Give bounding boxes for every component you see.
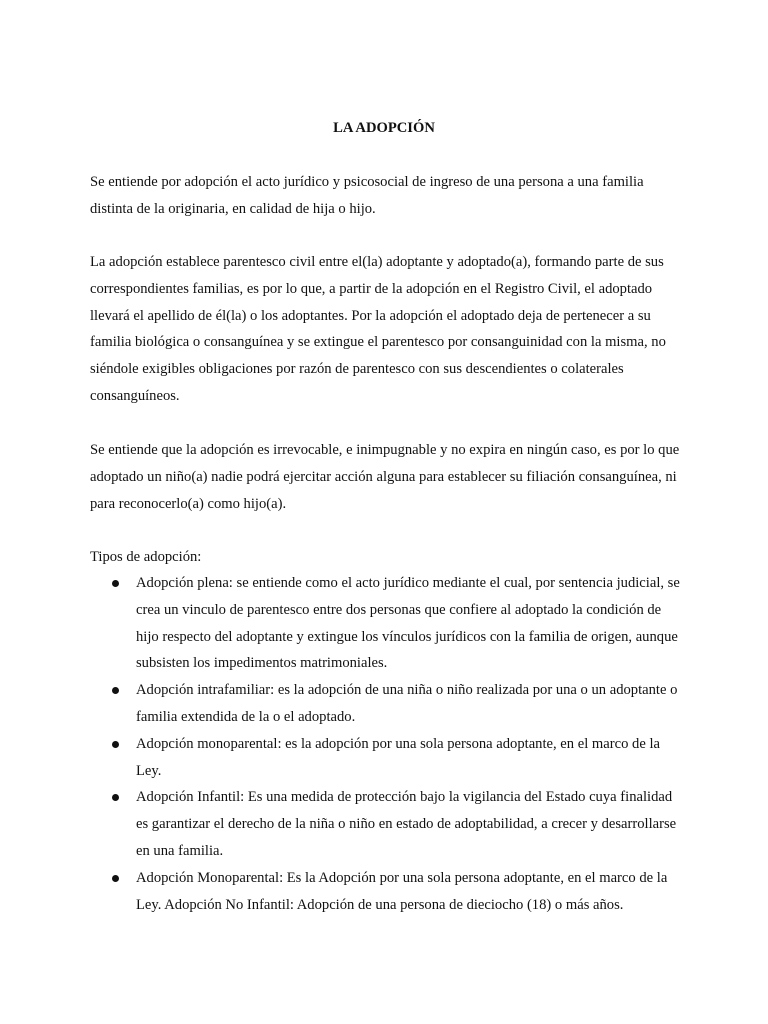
list-item-text: Adopción Monoparental: Es la Adopción por una sola persona adoptante, en el marco de la Ley. Adopción No Infantil: Adopción de una persona de dieciocho (18) o más años. [136, 869, 668, 913]
list-item [90, 570, 680, 677]
types-heading: Tipos de adopción: [90, 549, 202, 565]
list-item [90, 784, 680, 864]
list-item-text: Adopción plena: se entiende como el acto jurídico mediante el cual, por sentencia judicial, se crea un vinculo de parentesco entre dos personas que confiere al adoptado la condición de hijo respecto del adoptante y extingue los vínculos jurídicos con la familia de origen, aunque subsisten los impedimentos matrimoniales. [136, 575, 680, 672]
list-item-text: Adopción intrafamiliar: es la adopción de una niña o niño realizada por una o un adoptante o familia extendida de la o el adoptado. [136, 682, 678, 725]
paragraph-irrevocable: Se entiende que la adopción es irrevocable, e inimpugnable y no expira en ningún caso, es por lo que adoptado un niño(a) nadie podrá ejercitar acción alguna para establecer su filiación consanguínea, ni para reconocerlo(a) como hijo(a). [90, 442, 680, 512]
adoption-types-list [90, 570, 680, 918]
bullet-icon [112, 687, 119, 694]
bullet-icon [112, 875, 119, 882]
list-item [90, 731, 680, 785]
list-item [90, 865, 680, 919]
document-title: LA ADOPCIÓN [333, 120, 435, 136]
bullet-icon [112, 741, 119, 748]
list-item-text: Adopción Infantil: Es una medida de protección bajo la vigilancia del Estado cuya finalidad es garantizar el derecho de la niña o niño en estado de adoptabilidad, a crecer y desarrollarse en una familia. [136, 789, 677, 859]
paragraph-definition: Se entiende por adopción el acto jurídico y psicosocial de ingreso de una persona a una familia distinta de la originaria, en calidad de hija o hijo. [90, 174, 644, 217]
paragraph-civil-kinship: La adopción establece parentesco civil entre el(la) adoptante y adoptado(a), formando parte de sus correspondientes familias, es por lo que, a partir de la adopción en el Registro Civil, el adoptado llevará el apellido de él(la) o los adoptantes. Por la adopción el adoptado deja de pertenecer a su familia biológica o consanguínea y se extingue el parentesco por consanguinidad con la misma, no siéndole exigibles obligaciones por razón de parentesco con sus descendientes o colaterales consanguíneos. [90, 254, 666, 404]
bullet-icon [112, 794, 119, 801]
list-item-text: Adopción monoparental: es la adopción por una sola persona adoptante, en el marco de la Ley. [136, 735, 660, 779]
bullet-icon [112, 580, 119, 587]
list-item [90, 677, 680, 731]
